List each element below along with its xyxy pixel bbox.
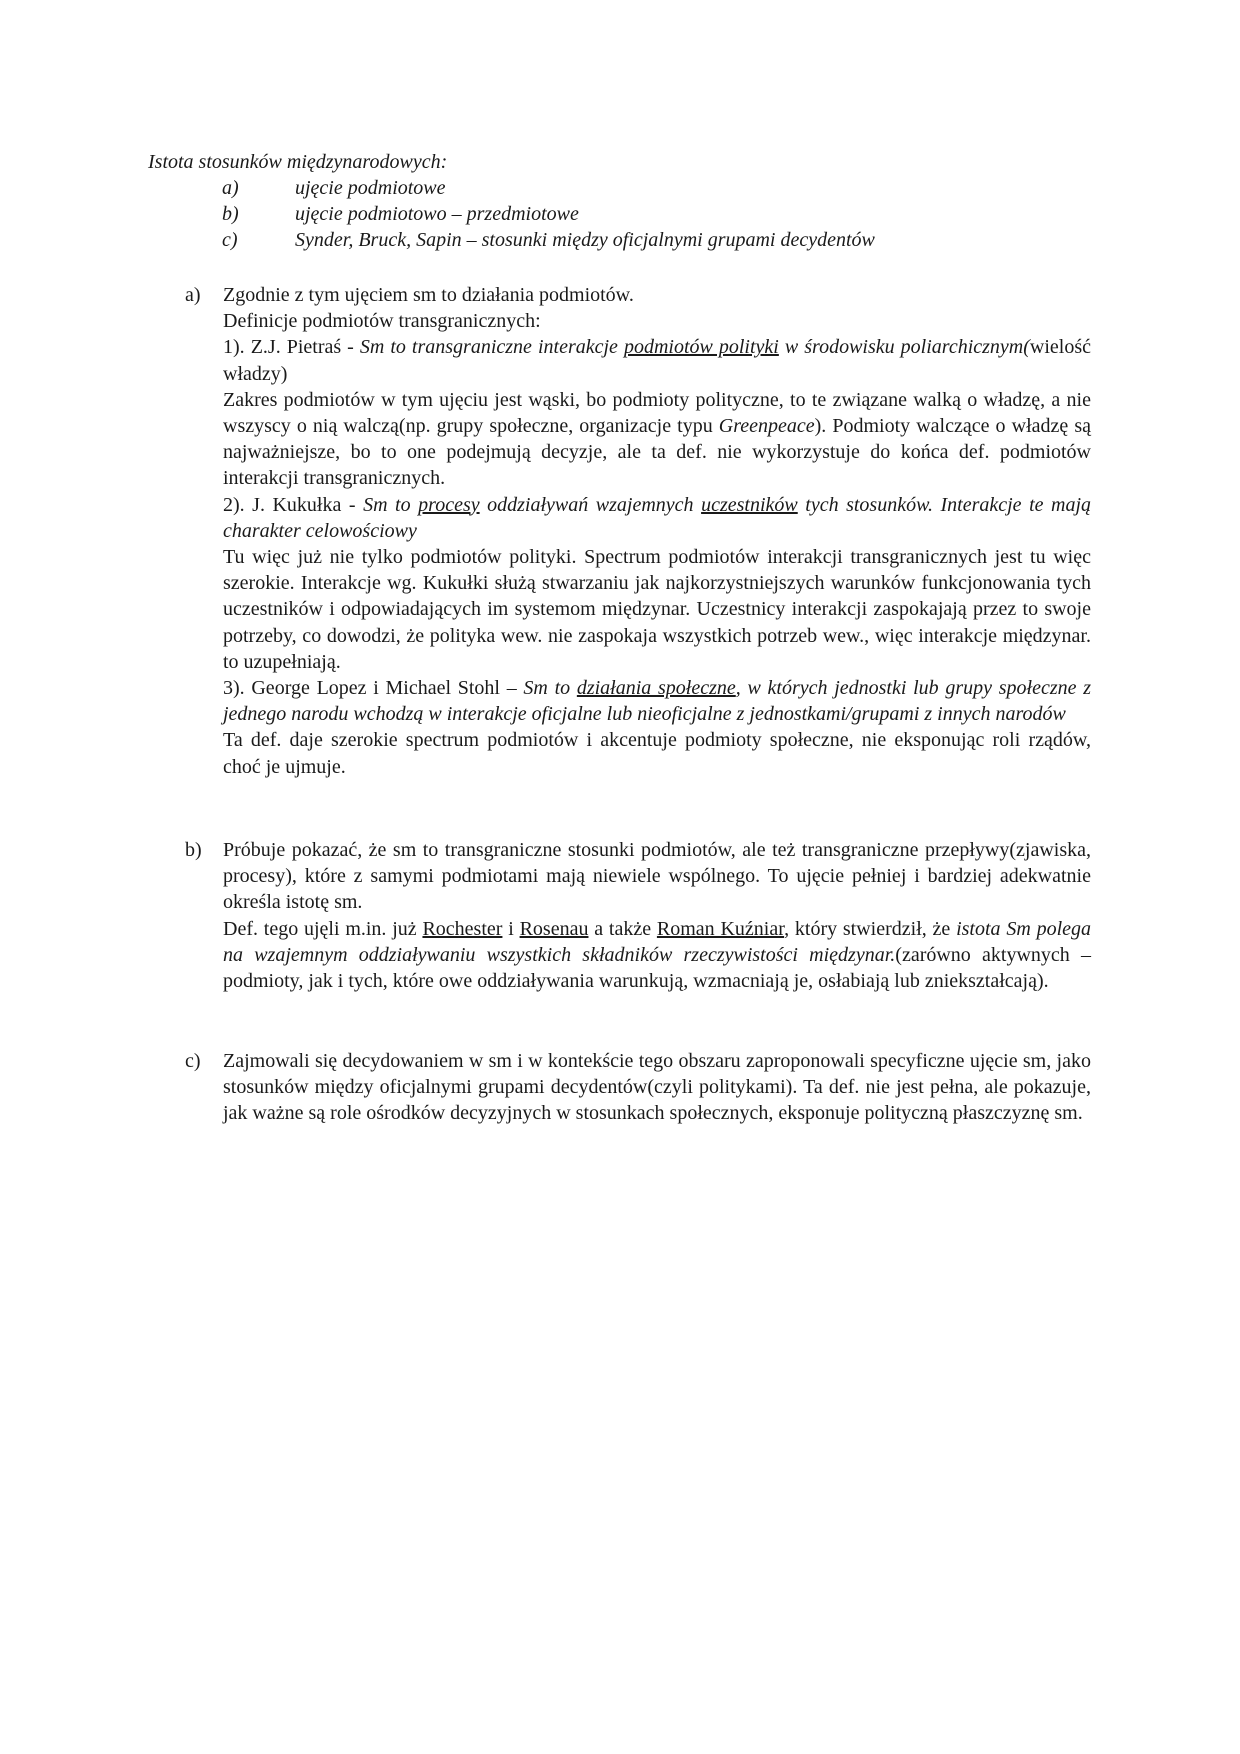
section-b-paragraph-2: Def. tego ujęli m.in. już Rochester i Rosenau a także Roman Kuźniar, który stwierdził, że istota Sm polega na wzajemnym oddziaływaniu wszystkich składników rzeczywistości międzynar.(zarówno aktywnych – podmioty, jak i tych, które owe oddziaływania warunkują, wzmacniają je, osłabiają lub zniekształcają). bbox=[223, 917, 1091, 993]
outline-item bbox=[222, 227, 875, 253]
section-a bbox=[185, 282, 1091, 780]
section-b bbox=[185, 837, 1091, 994]
section-letter: a) bbox=[185, 284, 201, 306]
outline-list bbox=[222, 175, 875, 253]
outline-letter: b) bbox=[222, 203, 239, 225]
definition-3: 3). George Lopez i Michael Stohl – Sm to działania społeczne, w których jednostki lub grupy społeczne z jednego narodu wchodzą w interakcje oficjalne lub nieoficjalne z jednostkami/grupami z innych narodów bbox=[223, 677, 1091, 726]
document-title: Istota stosunków międzynarodowych: bbox=[148, 151, 448, 173]
outline-letter: a) bbox=[222, 177, 239, 199]
section-letter: b) bbox=[185, 839, 202, 861]
section-letter: c) bbox=[185, 1050, 201, 1072]
section-c bbox=[185, 1048, 1091, 1127]
outline-item bbox=[222, 175, 875, 201]
section-a-intro: Zgodnie z tym ujęciem sm to działania podmiotów. bbox=[223, 284, 634, 306]
definitions-heading: Definicje podmiotów transgranicznych: bbox=[223, 310, 541, 333]
definition-1: 1). Z.J. Pietraś - Sm to transgraniczne interakcje podmiotów polityki w środowisku poliarchicznym(wielość władzy) bbox=[223, 336, 1091, 385]
section-c-paragraph: Zajmowali się decydowaniem w sm i w kontekście tego obszaru zaproponowali specyficzne ujęcie sm, jako stosunków między oficjalnymi grupami decydentów(czyli politykami). Ta def. nie jest pełna, ale pokazuje, jak ważne są role ośrodków decyzyjnych w stosunkach społecznych, eksponuje polityczną płaszczyznę sm. bbox=[223, 1050, 1091, 1125]
definition-1-comment: Zakres podmiotów w tym ujęciu jest wąski, bo podmioty polityczne, to te związane walką o władzę, a nie wszyscy o nią walczą(np. grupy społeczne, organizacje typu Greenpeace). Podmioty walczące o władzę są najważniejsze, bo to one podejmują decyzje, ale ta def. nie wykorzystuje do końca def. podmiotów interakcji transgranicznych. bbox=[223, 388, 1091, 490]
outline-text: ujęcie podmiotowe bbox=[295, 177, 446, 199]
definition-2-comment: Tu więc już nie tylko podmiotów polityki. Spectrum podmiotów interakcji transgranicznych jest tu więc szerokie. Interakcje wg. Kukułki służą stwarzaniu jak najkorzystniejszych warunków funkcjonowania tych uczestników i odpowiadających im systemom międzynar. Uczestnicy interakcji zaspokajają przez to swoje potrzeby, co dowodzi, że polityka wew. nie zaspokaja wszystkich potrzeb wew., więc interakcje międzynar. to uzupełniają. bbox=[223, 546, 1091, 673]
outline-text: Synder, Bruck, Sapin – stosunki między oficjalnymi grupami decydentów bbox=[295, 229, 875, 251]
definition-3-comment: Ta def. daje szerokie spectrum podmiotów i akcentuje podmioty społeczne, nie eksponując roli rządów, choć je ujmuje. bbox=[223, 729, 1091, 778]
definition-2: 2). J. Kukułka - Sm to procesy oddziaływań wzajemnych uczestników tych stosunków. Interakcje te mają charakter celowościowy bbox=[223, 493, 1092, 542]
outline-item bbox=[222, 201, 875, 227]
outline-letter: c) bbox=[222, 229, 238, 251]
outline-text: ujęcie podmiotowo – przedmiotowe bbox=[295, 203, 579, 225]
section-b-paragraph-1: Próbuje pokazać, że sm to transgraniczne stosunki podmiotów, ale też transgraniczne przepływy(zjawiska, procesy), które z samymi podmiotami mają niewiele wspólnego. To ujęcie pełniej i bardziej adekwatnie określa istotę sm. bbox=[223, 839, 1091, 914]
